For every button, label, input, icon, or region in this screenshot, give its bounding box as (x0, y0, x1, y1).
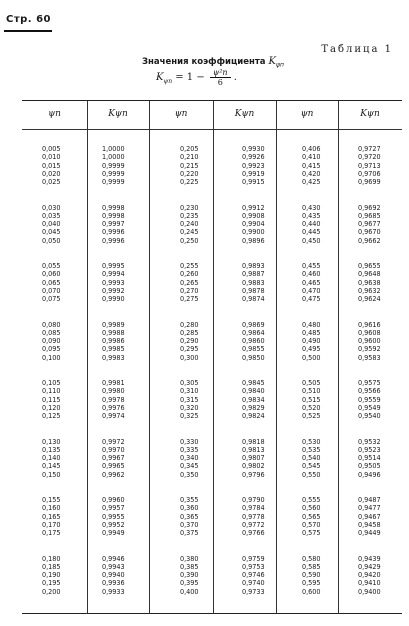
psi-cell: 0,110 (42, 386, 61, 396)
psi-cell: 0,505 (302, 378, 321, 387)
k-cell: 0,9467 (358, 511, 381, 521)
formula-denominator: 6 (217, 78, 223, 87)
psi-cell: 0,555 (302, 495, 321, 504)
psi-cell: 0,015 (42, 160, 61, 170)
k-cell: 0,9986 (102, 336, 125, 346)
column-separator (213, 101, 214, 613)
k-cell: 1,0000 (102, 144, 125, 153)
k-cell: 0,9915 (242, 177, 265, 187)
psi-cell: 0,525 (302, 411, 321, 421)
k-cell: 0,9600 (358, 336, 381, 346)
psi-cell: 0,100 (42, 352, 61, 362)
psi-cell: 0,510 (302, 386, 321, 396)
k-cell: 0,9869 (242, 319, 265, 329)
k-cell: 0,9919 (242, 168, 265, 178)
psi-cell: 0,115 (42, 394, 61, 404)
k-cell: 0,9976 (102, 402, 125, 412)
psi-cell: 0,275 (180, 294, 199, 304)
formula-tail: . (233, 72, 237, 83)
psi-cell: 0,320 (180, 402, 199, 412)
k-cell: 0,9970 (102, 444, 125, 454)
k-cell: 0,9965 (102, 461, 125, 471)
formula-eq: = 1 − (175, 72, 205, 83)
k-cell: 0,9685 (358, 210, 381, 220)
k-cell: 0,9900 (242, 227, 265, 237)
title-text: Значения коэффициента (142, 57, 266, 67)
k-cell: 0,9874 (242, 294, 265, 304)
psi-cell: 0,460 (302, 269, 321, 279)
k-cell: 0,9740 (242, 578, 265, 588)
k-cell: 0,9813 (242, 444, 265, 454)
k-cell: 0,9575 (358, 378, 381, 387)
psi-cell: 0,375 (180, 528, 199, 538)
psi-cell: 0,415 (302, 160, 321, 170)
k-cell: 0,9458 (358, 519, 381, 529)
k-cell: 0,9923 (242, 160, 265, 170)
psi-cell: 0,310 (180, 386, 199, 396)
psi-cell: 0,035 (42, 210, 61, 220)
column-separator (338, 101, 339, 613)
k-cell: 0,9616 (358, 319, 381, 329)
k-cell: 0,9962 (102, 469, 125, 479)
k-cell: 0,9532 (358, 436, 381, 446)
psi-cell: 0,515 (302, 394, 321, 404)
psi-cell: 0,080 (42, 319, 61, 329)
psi-cell: 0,500 (302, 352, 321, 362)
psi-cell: 0,105 (42, 378, 61, 387)
header-psi-3: ψп (300, 109, 314, 119)
psi-cell: 0,325 (180, 411, 199, 421)
psi-cell: 0,350 (180, 469, 199, 479)
psi-cell: 0,285 (180, 327, 199, 337)
k-cell: 0,9998 (102, 210, 125, 220)
psi-cell: 0,435 (302, 210, 321, 220)
k-cell: 0,9988 (102, 327, 125, 337)
psi-cell: 0,270 (180, 285, 199, 295)
psi-cell: 0,290 (180, 336, 199, 346)
psi-cell: 0,440 (302, 219, 321, 229)
psi-cell: 0,240 (180, 219, 199, 229)
k-cell: 0,9957 (102, 503, 125, 513)
k-cell: 0,9864 (242, 327, 265, 337)
psi-cell: 0,495 (302, 344, 321, 354)
header-rule (22, 129, 402, 130)
header-psi-1: ψп (48, 109, 61, 119)
psi-cell: 0,065 (42, 277, 61, 287)
k-cell: 0,9655 (358, 261, 381, 270)
k-cell: 0,9449 (358, 528, 381, 538)
psi-cell: 0,195 (42, 578, 61, 588)
k-cell: 0,9410 (358, 578, 381, 588)
k-cell: 0,9429 (358, 561, 381, 571)
psi-cell: 0,315 (180, 394, 199, 404)
psi-cell: 0,130 (42, 436, 61, 446)
psi-cell: 0,295 (180, 344, 199, 354)
psi-cell: 0,545 (302, 461, 321, 471)
k-cell: 0,9990 (102, 294, 125, 304)
k-cell: 0,9933 (102, 586, 125, 596)
psi-cell: 0,370 (180, 519, 199, 529)
k-cell: 0,9960 (102, 495, 125, 504)
header-k-2: Kψп (234, 109, 255, 119)
psi-cell: 0,480 (302, 319, 321, 329)
psi-cell: 0,530 (302, 436, 321, 446)
psi-cell: 0,060 (42, 269, 61, 279)
psi-cell: 0,160 (42, 503, 61, 513)
k-cell: 0,9995 (102, 261, 125, 270)
psi-cell: 0,125 (42, 411, 61, 421)
k-cell: 0,9983 (102, 352, 125, 362)
k-cell: 0,9566 (358, 386, 381, 396)
psi-cell: 0,340 (180, 453, 199, 463)
psi-cell: 0,230 (180, 202, 199, 212)
k-cell: 0,9706 (358, 168, 381, 178)
psi-cell: 0,470 (302, 285, 321, 295)
psi-cell: 0,570 (302, 519, 321, 529)
k-cell: 0,9981 (102, 378, 125, 387)
psi-cell: 0,400 (180, 586, 199, 596)
psi-cell: 0,580 (302, 553, 321, 563)
formula (156, 68, 237, 87)
k-cell: 0,9997 (102, 219, 125, 229)
k-cell: 0,9807 (242, 453, 265, 463)
k-cell: 0,9778 (242, 511, 265, 521)
psi-cell: 0,150 (42, 469, 61, 479)
k-cell: 0,9996 (102, 227, 125, 237)
k-cell: 0,9999 (102, 160, 125, 170)
k-cell: 0,9487 (358, 495, 381, 504)
k-cell: 0,9559 (358, 394, 381, 404)
psi-cell: 0,205 (180, 144, 199, 153)
k-cell: 0,9733 (242, 586, 265, 596)
k-cell: 0,9936 (102, 578, 125, 588)
psi-cell: 0,490 (302, 336, 321, 346)
psi-cell: 0,005 (42, 144, 61, 153)
k-cell: 0,9974 (102, 411, 125, 421)
psi-cell: 0,040 (42, 219, 61, 229)
psi-cell: 0,575 (302, 528, 321, 538)
psi-cell: 0,450 (302, 235, 321, 245)
psi-cell: 0,200 (42, 586, 61, 596)
k-cell: 0,9713 (358, 160, 381, 170)
psi-cell: 0,485 (302, 327, 321, 337)
psi-cell: 0,345 (180, 461, 199, 471)
psi-cell: 0,245 (180, 227, 199, 237)
k-cell: 0,9766 (242, 528, 265, 538)
psi-cell: 0,260 (180, 269, 199, 279)
psi-cell: 0,425 (302, 177, 321, 187)
psi-cell: 0,020 (42, 168, 61, 178)
k-cell: 0,9850 (242, 352, 265, 362)
k-cell: 0,9878 (242, 285, 265, 295)
formula-numerator: ψ²п (210, 68, 231, 78)
table-title (142, 56, 284, 69)
k-cell: 0,9420 (358, 570, 381, 580)
psi-cell: 0,590 (302, 570, 321, 580)
psi-cell: 0,155 (42, 495, 61, 504)
psi-cell: 0,300 (180, 352, 199, 362)
k-cell: 0,9940 (102, 570, 125, 580)
k-cell: 0,9592 (358, 344, 381, 354)
header-k-3: Kψп (360, 109, 380, 119)
k-cell: 0,9994 (102, 269, 125, 279)
k-cell: 0,9784 (242, 503, 265, 513)
k-cell: 0,9887 (242, 269, 265, 279)
psi-cell: 0,055 (42, 261, 61, 270)
psi-cell: 0,235 (180, 210, 199, 220)
psi-cell: 0,390 (180, 570, 199, 580)
psi-cell: 0,520 (302, 402, 321, 412)
k-cell: 0,9796 (242, 469, 265, 479)
k-cell: 0,9883 (242, 277, 265, 287)
k-cell: 0,9840 (242, 386, 265, 396)
header-k-1: Kψп (108, 109, 128, 119)
k-cell: 0,9632 (358, 285, 381, 295)
psi-cell: 0,255 (180, 261, 199, 270)
k-cell: 0,9727 (358, 144, 381, 153)
k-cell: 0,9677 (358, 219, 381, 229)
psi-cell: 0,250 (180, 235, 199, 245)
k-cell: 0,9952 (102, 519, 125, 529)
psi-cell: 0,180 (42, 553, 61, 563)
k-cell: 0,9998 (102, 202, 125, 212)
k-cell: 0,9720 (358, 152, 381, 162)
k-cell: 0,9946 (102, 553, 125, 563)
psi-cell: 0,540 (302, 453, 321, 463)
psi-cell: 0,095 (42, 344, 61, 354)
psi-cell: 0,085 (42, 327, 61, 337)
k-cell: 0,9818 (242, 436, 265, 446)
formula-lhs-sub: ψп (163, 78, 173, 85)
header-psi-2: ψп (174, 109, 188, 119)
k-cell: 0,9949 (102, 528, 125, 538)
psi-cell: 0,090 (42, 336, 61, 346)
psi-cell: 0,170 (42, 519, 61, 529)
k-cell: 0,9759 (242, 553, 265, 563)
k-cell: 0,9753 (242, 561, 265, 571)
k-cell: 0,9505 (358, 461, 381, 471)
psi-cell: 0,600 (302, 586, 321, 596)
psi-cell: 0,420 (302, 168, 321, 178)
psi-cell: 0,140 (42, 453, 61, 463)
k-cell: 0,9400 (358, 586, 381, 596)
k-cell: 0,9624 (358, 294, 381, 304)
psi-cell: 0,045 (42, 227, 61, 237)
psi-cell: 0,010 (42, 152, 61, 162)
k-cell: 0,9855 (242, 344, 265, 354)
page-number-underline (4, 30, 52, 32)
psi-cell: 0,190 (42, 570, 61, 580)
k-cell: 0,9496 (358, 469, 381, 479)
k-cell: 0,9896 (242, 235, 265, 245)
k-cell: 0,9912 (242, 202, 265, 212)
psi-cell: 0,030 (42, 202, 61, 212)
k-cell: 0,9662 (358, 235, 381, 245)
psi-cell: 0,380 (180, 553, 199, 563)
psi-cell: 0,175 (42, 528, 61, 538)
column-separator (276, 101, 277, 613)
psi-cell: 0,385 (180, 561, 199, 571)
psi-cell: 0,225 (180, 177, 199, 187)
k-cell: 0,9989 (102, 319, 125, 329)
psi-cell: 0,355 (180, 495, 199, 504)
psi-cell: 0,335 (180, 444, 199, 454)
k-cell: 0,9699 (358, 177, 381, 187)
psi-cell: 0,280 (180, 319, 199, 329)
formula-lhs: K (156, 72, 164, 83)
psi-cell: 0,395 (180, 578, 199, 588)
k-cell: 0,9993 (102, 277, 125, 287)
k-cell: 0,9477 (358, 503, 381, 513)
psi-cell: 0,445 (302, 227, 321, 237)
k-cell: 0,9999 (102, 168, 125, 178)
k-cell: 0,9980 (102, 386, 125, 396)
title-symbol-sub: ψп (275, 61, 284, 69)
psi-cell: 0,406 (302, 144, 321, 153)
k-cell: 0,9860 (242, 336, 265, 346)
k-cell: 0,9829 (242, 402, 265, 412)
psi-cell: 0,135 (42, 444, 61, 454)
k-cell: 0,9926 (242, 152, 265, 162)
psi-cell: 0,535 (302, 444, 321, 454)
k-cell: 0,9638 (358, 277, 381, 287)
k-cell: 0,9992 (102, 285, 125, 295)
k-cell: 0,9824 (242, 411, 265, 421)
psi-cell: 0,220 (180, 168, 199, 178)
psi-cell: 0,145 (42, 461, 61, 471)
k-cell: 0,9893 (242, 261, 265, 270)
formula-fraction (210, 68, 231, 87)
coefficient-table (22, 100, 402, 614)
k-cell: 0,9834 (242, 394, 265, 404)
k-cell: 0,9523 (358, 444, 381, 454)
psi-cell: 0,050 (42, 235, 61, 245)
k-cell: 0,9904 (242, 219, 265, 229)
psi-cell: 0,215 (180, 160, 199, 170)
k-cell: 0,9648 (358, 269, 381, 279)
page-number: Стр. 60 (6, 14, 51, 25)
psi-cell: 0,560 (302, 503, 321, 513)
psi-cell: 0,365 (180, 511, 199, 521)
k-cell: 0,9692 (358, 202, 381, 212)
k-cell: 0,9772 (242, 519, 265, 529)
psi-cell: 0,465 (302, 277, 321, 287)
psi-cell: 0,075 (42, 294, 61, 304)
psi-cell: 0,455 (302, 261, 321, 270)
k-cell: 0,9996 (102, 235, 125, 245)
psi-cell: 0,185 (42, 561, 61, 571)
k-cell: 0,9439 (358, 553, 381, 563)
psi-cell: 0,025 (42, 177, 61, 187)
psi-cell: 0,430 (302, 202, 321, 212)
k-cell: 0,9746 (242, 570, 265, 580)
psi-cell: 0,360 (180, 503, 199, 513)
psi-cell: 0,595 (302, 578, 321, 588)
k-cell: 0,9583 (358, 352, 381, 362)
k-cell: 0,9845 (242, 378, 265, 387)
psi-cell: 0,585 (302, 561, 321, 571)
psi-cell: 0,210 (180, 152, 199, 162)
k-cell: 0,9955 (102, 511, 125, 521)
column-separator (87, 101, 88, 613)
psi-cell: 0,565 (302, 511, 321, 521)
psi-cell: 0,265 (180, 277, 199, 287)
k-cell: 0,9908 (242, 210, 265, 220)
k-cell: 0,9790 (242, 495, 265, 504)
k-cell: 0,9972 (102, 436, 125, 446)
k-cell: 0,9549 (358, 402, 381, 412)
k-cell: 0,9943 (102, 561, 125, 571)
psi-cell: 0,550 (302, 469, 321, 479)
k-cell: 0,9608 (358, 327, 381, 337)
k-cell: 0,9985 (102, 344, 125, 354)
table-label: Таблица 1 (321, 44, 393, 55)
psi-cell: 0,410 (302, 152, 321, 162)
psi-cell: 0,070 (42, 285, 61, 295)
k-cell: 0,9978 (102, 394, 125, 404)
psi-cell: 0,305 (180, 378, 199, 387)
k-cell: 1,0000 (102, 152, 125, 162)
k-cell: 0,9540 (358, 411, 381, 421)
column-separator (149, 101, 150, 613)
k-cell: 0,9670 (358, 227, 381, 237)
k-cell: 0,9802 (242, 461, 265, 471)
k-cell: 0,9999 (102, 177, 125, 187)
psi-cell: 0,165 (42, 511, 61, 521)
title-symbol: K (268, 56, 276, 67)
k-cell: 0,9930 (242, 144, 265, 153)
psi-cell: 0,120 (42, 402, 61, 412)
psi-cell: 0,475 (302, 294, 321, 304)
k-cell: 0,9967 (102, 453, 125, 463)
k-cell: 0,9514 (358, 453, 381, 463)
psi-cell: 0,330 (180, 436, 199, 446)
